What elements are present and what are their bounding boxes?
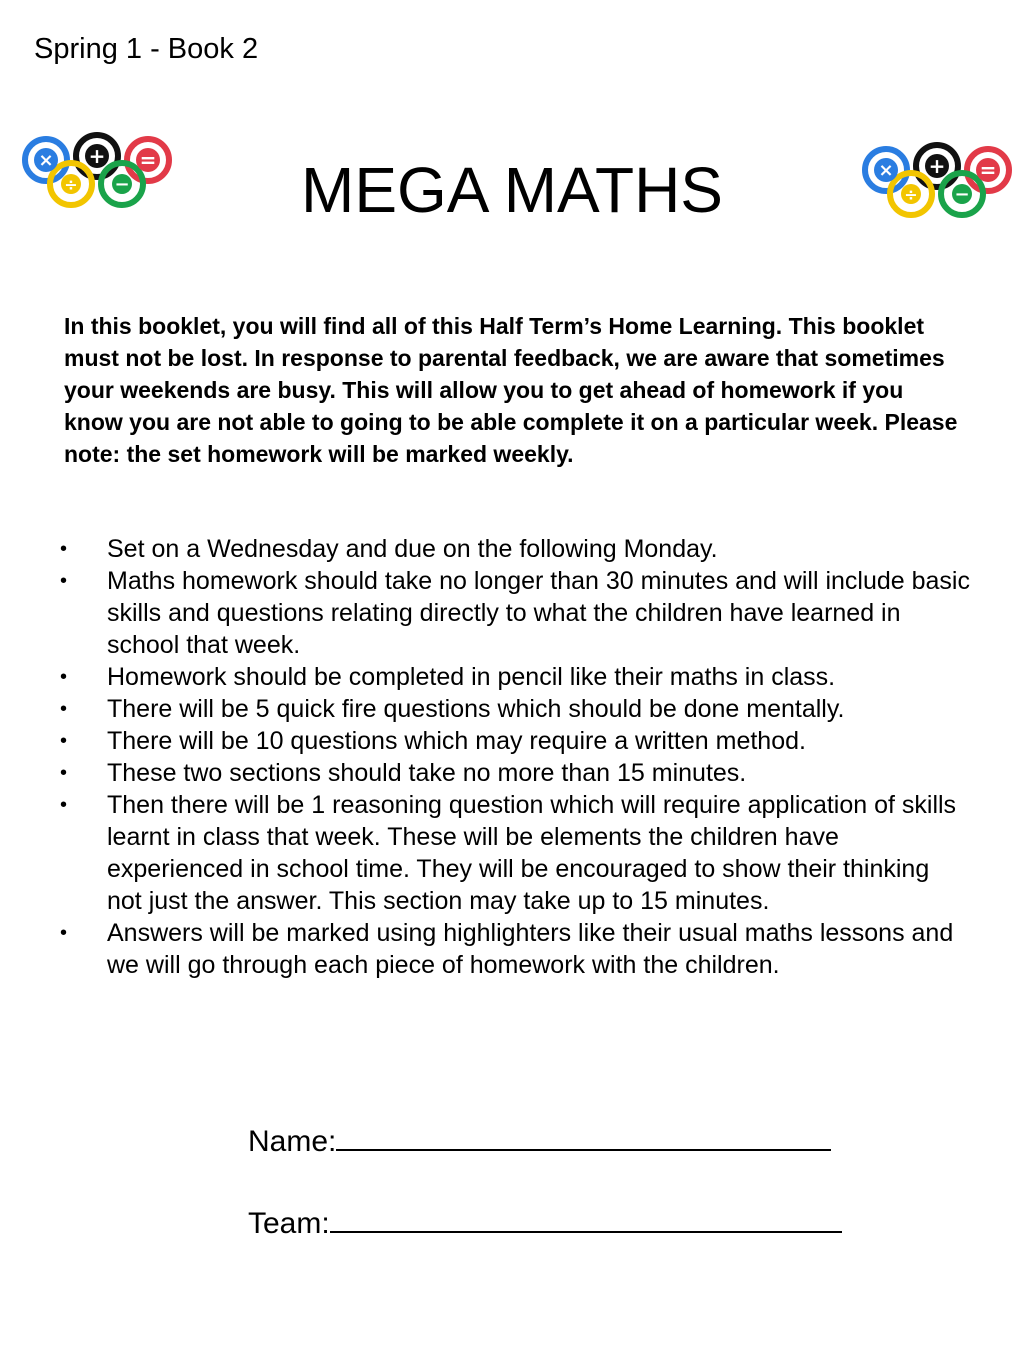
rule-item [60, 725, 970, 757]
name-label: Name: [248, 1125, 337, 1158]
rule-text: Answers will be marked using highlighters like their usual maths lessons and we will go through each piece of homework with the children. [107, 919, 954, 979]
multiply-symbol: × [878, 160, 894, 181]
rule-item [60, 693, 970, 725]
equals-symbol: = [979, 158, 997, 182]
math-rings-logo-right [856, 142, 1018, 222]
rule-item [60, 917, 970, 981]
bullet-icon: • [60, 666, 68, 688]
book-label: Spring 1 - Book 2 [34, 33, 259, 65]
rule-text: There will be 5 quick fire questions which should be done mentally. [107, 695, 845, 723]
homework-rules-list [60, 533, 970, 981]
intro-paragraph: In this booklet, you will find all of this Half Term’s Home Learning. This booklet must not be lost. In response to parental feedback, we are aware that sometimes your weekends are busy. This will allow you to get ahead of homework if you know you are not able to going to be able complete it on a particular week. Please note: the set homework will be marked weekly. [64, 313, 958, 467]
rule-item [60, 789, 970, 917]
name-blank-line[interactable] [336, 1121, 831, 1151]
rule-item [60, 533, 970, 565]
rule-text: These two sections should take no more than 15 minutes. [107, 759, 747, 787]
team-blank-line[interactable] [330, 1203, 842, 1233]
rule-item [60, 565, 970, 661]
bullet-icon: • [60, 794, 68, 816]
equals-symbol: = [139, 148, 157, 172]
team-field[interactable] [248, 1203, 842, 1244]
team-label: Team: [248, 1207, 330, 1240]
bullet-icon: • [60, 762, 68, 784]
rule-text: Set on a Wednesday and due on the following Monday. [107, 535, 718, 563]
bullet-icon: • [60, 698, 68, 720]
rule-text: Maths homework should take no longer than 30 minutes and will include basic skills and questions relating directly to what the children have learned in school that week. [107, 567, 970, 659]
name-field[interactable] [248, 1121, 831, 1162]
rule-text: Then there will be 1 reasoning question which will require application of skills learnt in class that week. These will be elements the children have experienced in school time. They will be encouraged to show their thinking not just the answer. This section may take up to 15 minutes. [107, 791, 957, 915]
divide-symbol: ÷ [64, 175, 78, 194]
bullet-icon: • [60, 730, 68, 752]
minus-symbol: − [954, 184, 970, 205]
page-title: MEGA MATHS [301, 154, 723, 226]
multiply-symbol: × [38, 150, 54, 171]
rule-item [60, 661, 970, 693]
rule-text: Homework should be completed in pencil like their maths in class. [107, 663, 836, 691]
plus-symbol: + [88, 144, 106, 168]
bullet-icon: • [60, 570, 68, 592]
bullet-icon: • [60, 538, 68, 560]
bullet-icon: • [60, 922, 68, 944]
rule-item [60, 757, 970, 789]
minus-symbol: − [114, 174, 130, 195]
rule-text: There will be 10 questions which may require a written method. [107, 727, 806, 755]
plus-symbol: + [928, 154, 946, 178]
divide-symbol: ÷ [904, 185, 918, 204]
